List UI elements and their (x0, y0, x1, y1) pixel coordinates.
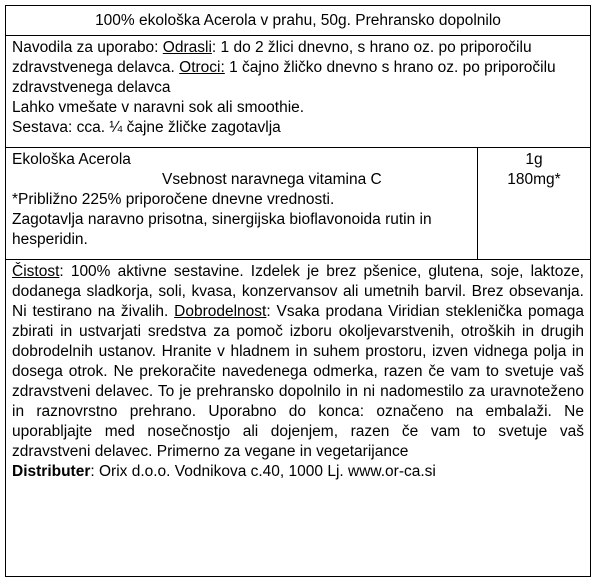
facts-description (6, 148, 478, 259)
children-text: 1 čajno žličko dnevno s hrano oz. po priporočilu zdravstvenega delavca (12, 59, 556, 96)
mix-text: Lahko vmešate v naravni sok ali smoothie. (12, 99, 305, 116)
facts-amounts (478, 148, 590, 259)
purity-text: : 100% aktivne sestavine. Izdelek je brez pšenice, glutena, soje, laktoze, dodanega sladkorja, soli, kvasa, konzervansov ali umetnih barvil. Brez obsevanja. Ni testirano na živalih. (12, 263, 584, 320)
info-text (12, 262, 584, 462)
bioflavonoid-note: Zagotavlja naravno prisotna, sinergijska bioflavonoida rutin in hesperidin. (12, 211, 432, 248)
amount-powder: 1g (525, 151, 543, 168)
usage-instructions (12, 38, 584, 98)
ingredient-name: Ekološka Acerola (12, 151, 131, 168)
product-label (5, 5, 591, 577)
rdi-note: *Približno 225% priporočene dnevne vrednosti. (12, 191, 335, 208)
amount-vitamin-c: 180mg* (507, 171, 561, 188)
usage-section (6, 36, 590, 148)
composition-text: Sestava: cca. ¼ čajne žličke zagotavlja (12, 119, 281, 136)
adults-text: : 1 do 2 žlici dnevno, s hrano oz. po priporočilu zdravstvenega delavca. (12, 39, 532, 76)
nutrition-facts (6, 148, 590, 260)
usage-intro: Navodila za uporabo: (12, 39, 163, 56)
distributor-text: : Orix d.o.o. Vodnikova c.40, 1000 Lj. www.or-ca.si (90, 463, 436, 480)
product-title: 100% ekološka Acerola v prahu, 50g. Prehransko dopolnilo (6, 6, 590, 36)
distributor-line (12, 462, 584, 482)
info-section (6, 260, 590, 484)
distributor-label: Distributer (12, 463, 91, 480)
vitamin-content: Vsebnost naravnega vitamina C (162, 171, 382, 188)
adults-label: Odrasli (162, 39, 212, 56)
charity-label: Dobrodelnost (174, 303, 267, 320)
charity-text: : Vsaka prodana Viridian steklenička pomaga zbirati in ustvarjati sredstva za pomoč izboru okoljevarstvenih, otroških in drugih dobrodelnih ustanov. Hranite v hladnem in suhem prostoru, izven vidnega polja in dosega otrok. Ne prekoračite navedenega odmerka, razen če vam to svetuje vaš zdravstveni delavec. To je prehransko dopolnilo in ni nadomestilo za uravnoteženo in raznovrstno prehrano. Uporabno do konca: označeno na embalaži. Ne uporabljajte med nosečnostjo ali dojenjem, razen če vam to svetuje vaš zdravstveni delavec. Primerno za vegane in vegetarijance (12, 303, 584, 460)
children-label: Otroci: (179, 59, 225, 76)
purity-label: Čistost (12, 263, 60, 280)
